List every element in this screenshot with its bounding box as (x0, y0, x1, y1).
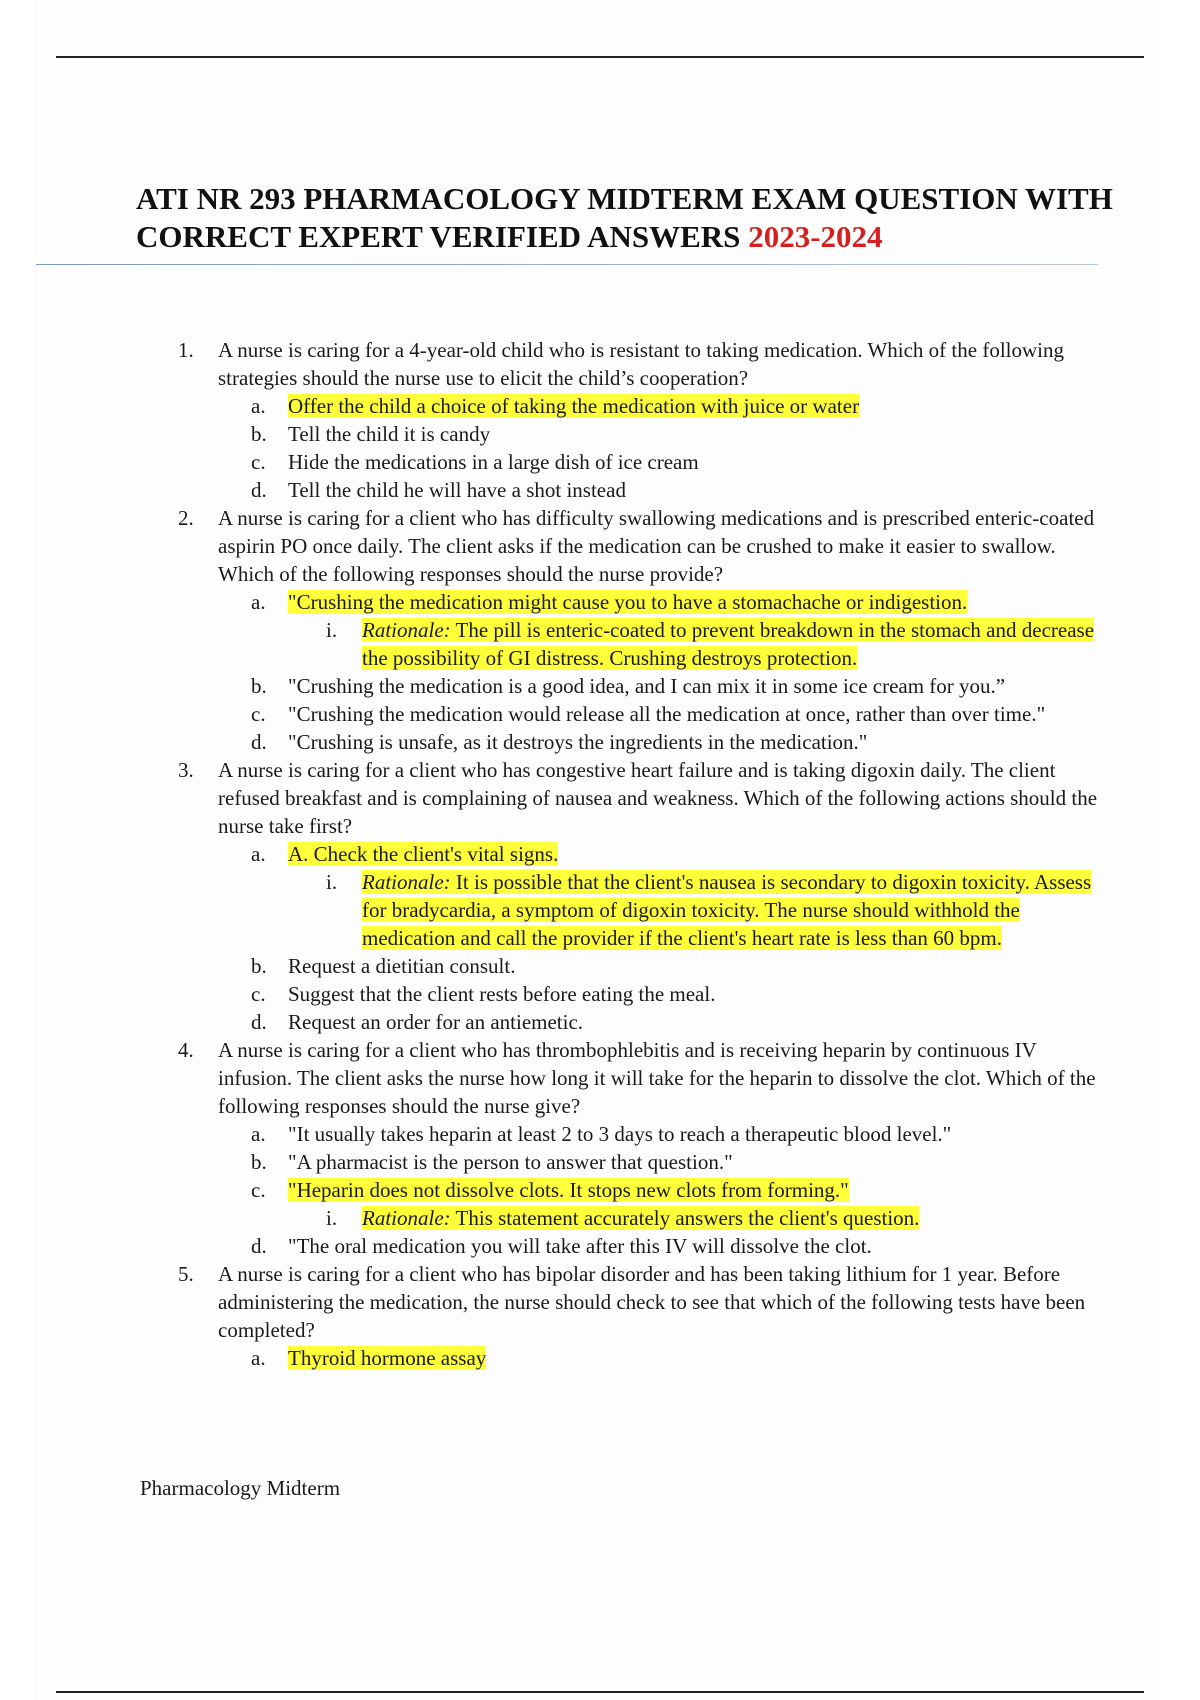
title-main: ATI NR 293 PHARMACOLOGY MIDTERM EXAM QUESTION WITH CORRECT EXPERT VERIFIED ANSWERS (136, 181, 1113, 254)
option (251, 1120, 1098, 1148)
rationale-label: Rationale: (362, 1206, 451, 1230)
option-text: Tell the child it is candy (288, 422, 491, 446)
question-3 (178, 756, 1098, 840)
option-letter: d. (251, 1234, 267, 1258)
option-letter: c. (251, 702, 266, 726)
document-title (136, 180, 1116, 256)
option-text-correct: "Crushing the medication might cause you to have a stomachache or indigestion. (288, 590, 968, 614)
option (251, 1008, 1098, 1036)
option-text: Suggest that the client rests before eating the meal. (288, 982, 716, 1006)
option-letter: a. (251, 1346, 266, 1370)
question-1 (178, 336, 1098, 392)
question-number: 2. (178, 506, 194, 530)
question-4 (178, 1036, 1098, 1120)
title-year: 2023-2024 (748, 219, 883, 254)
option (251, 952, 1098, 980)
rationale-number: i. (326, 870, 338, 894)
option (251, 728, 1098, 756)
question-text: A nurse is caring for a client who has difficulty swallowing medications and is prescribed enteric-coated aspirin PO once daily. The client asks if the medication can be crushed to make it easier to swallow. Which of the following responses should the nurse provide? (218, 506, 1095, 586)
option (251, 1344, 1098, 1372)
option-letter: a. (251, 394, 266, 418)
rationale-number: i. (326, 618, 338, 642)
rationale (326, 616, 1098, 672)
rationale-number: i. (326, 1206, 338, 1230)
question-text: A nurse is caring for a client who has thrombophlebitis and is receiving heparin by continuous IV infusion. The client asks the nurse how long it will take for the heparin to dissolve the clot. Which of the following responses should the nurse give? (218, 1038, 1096, 1118)
option (251, 1232, 1098, 1260)
option (251, 476, 1098, 504)
option-letter: a. (251, 590, 266, 614)
option-letter: a. (251, 842, 266, 866)
rationale-text: This statement accurately answers the client's question. (455, 1206, 920, 1230)
question-number: 1. (178, 338, 194, 362)
rationale-text: The pill is enteric-coated to prevent breakdown in the stomach and decrease the possibility of GI distress. Crushing destroys protection. (362, 618, 1095, 670)
rationale-label: Rationale: (362, 870, 451, 894)
title-underline (36, 264, 1098, 265)
option-letter: c. (251, 1178, 266, 1202)
option-text-correct: A. Check the client's vital signs. (288, 842, 559, 866)
rationale-label: Rationale: (362, 618, 451, 642)
option-text: "A pharmacist is the person to answer that question." (288, 1150, 733, 1174)
option-letter: d. (251, 1010, 267, 1034)
question-list (178, 336, 1098, 1372)
option-text: "Crushing the medication is a good idea, and I can mix it in some ice cream for you.” (288, 674, 1006, 698)
rationale (326, 868, 1098, 952)
rationale (326, 1204, 1098, 1232)
option-letter: b. (251, 674, 267, 698)
option-text-correct: Offer the child a choice of taking the medication with juice or water (288, 394, 860, 418)
question-text: A nurse is caring for a client who has congestive heart failure and is taking digoxin daily. The client refused breakfast and is complaining of nausea and weakness. Which of the following actions should the nurse take first? (218, 758, 1098, 838)
question-number: 3. (178, 758, 194, 782)
option (251, 980, 1098, 1008)
option (251, 672, 1098, 700)
option-text: Hide the medications in a large dish of ice cream (288, 450, 699, 474)
question-text: A nurse is caring for a client who has bipolar disorder and has been taking lithium for 1 year. Before administering the medication, the nurse should check to see that which of the following tests have been completed? (218, 1262, 1086, 1342)
option-letter: b. (251, 1150, 267, 1174)
option-letter: b. (251, 422, 267, 446)
question-number: 4. (178, 1038, 194, 1062)
option (251, 840, 1098, 868)
bottom-rule (56, 1691, 1144, 1693)
option-text: "Crushing is unsafe, as it destroys the ingredients in the medication." (288, 730, 868, 754)
question-2 (178, 504, 1098, 588)
option-text-correct: Thyroid hormone assay (288, 1346, 487, 1370)
option-text: Request an order for an antiemetic. (288, 1010, 584, 1034)
option-text: "Crushing the medication would release all the medication at once, rather than over time." (288, 702, 1046, 726)
question-text: A nurse is caring for a 4-year-old child who is resistant to taking medication. Which of the following strategies should the nurse use to elicit the child’s cooperation? (218, 338, 1064, 390)
option-text: Request a dietitian consult. (288, 954, 516, 978)
option (251, 420, 1098, 448)
option (251, 448, 1098, 476)
option (251, 392, 1098, 420)
option (251, 588, 1098, 616)
option-text: "The oral medication you will take after this IV will dissolve the clot. (288, 1234, 872, 1258)
top-rule (56, 56, 1144, 58)
option-text: "It usually takes heparin at least 2 to 3 days to reach a therapeutic blood level." (288, 1122, 952, 1146)
option-letter: c. (251, 982, 266, 1006)
question-5 (178, 1260, 1098, 1344)
option-letter: c. (251, 450, 266, 474)
option-letter: d. (251, 478, 267, 502)
option-letter: a. (251, 1122, 266, 1146)
option (251, 1176, 1098, 1204)
rationale-text: It is possible that the client's nausea is secondary to digoxin toxicity. Assess for bradycardia, a symptom of digoxin toxicity. The nurse should withhold the medication and call the provider if the client's heart rate is less than 60 bpm. (362, 870, 1092, 950)
option-letter: b. (251, 954, 267, 978)
option-text-correct: "Heparin does not dissolve clots. It stops new clots from forming." (288, 1178, 849, 1202)
option (251, 1148, 1098, 1176)
option-letter: d. (251, 730, 267, 754)
option (251, 700, 1098, 728)
page-footer: Pharmacology Midterm (140, 1476, 341, 1500)
question-number: 5. (178, 1262, 194, 1286)
option-text: Tell the child he will have a shot instead (288, 478, 626, 502)
